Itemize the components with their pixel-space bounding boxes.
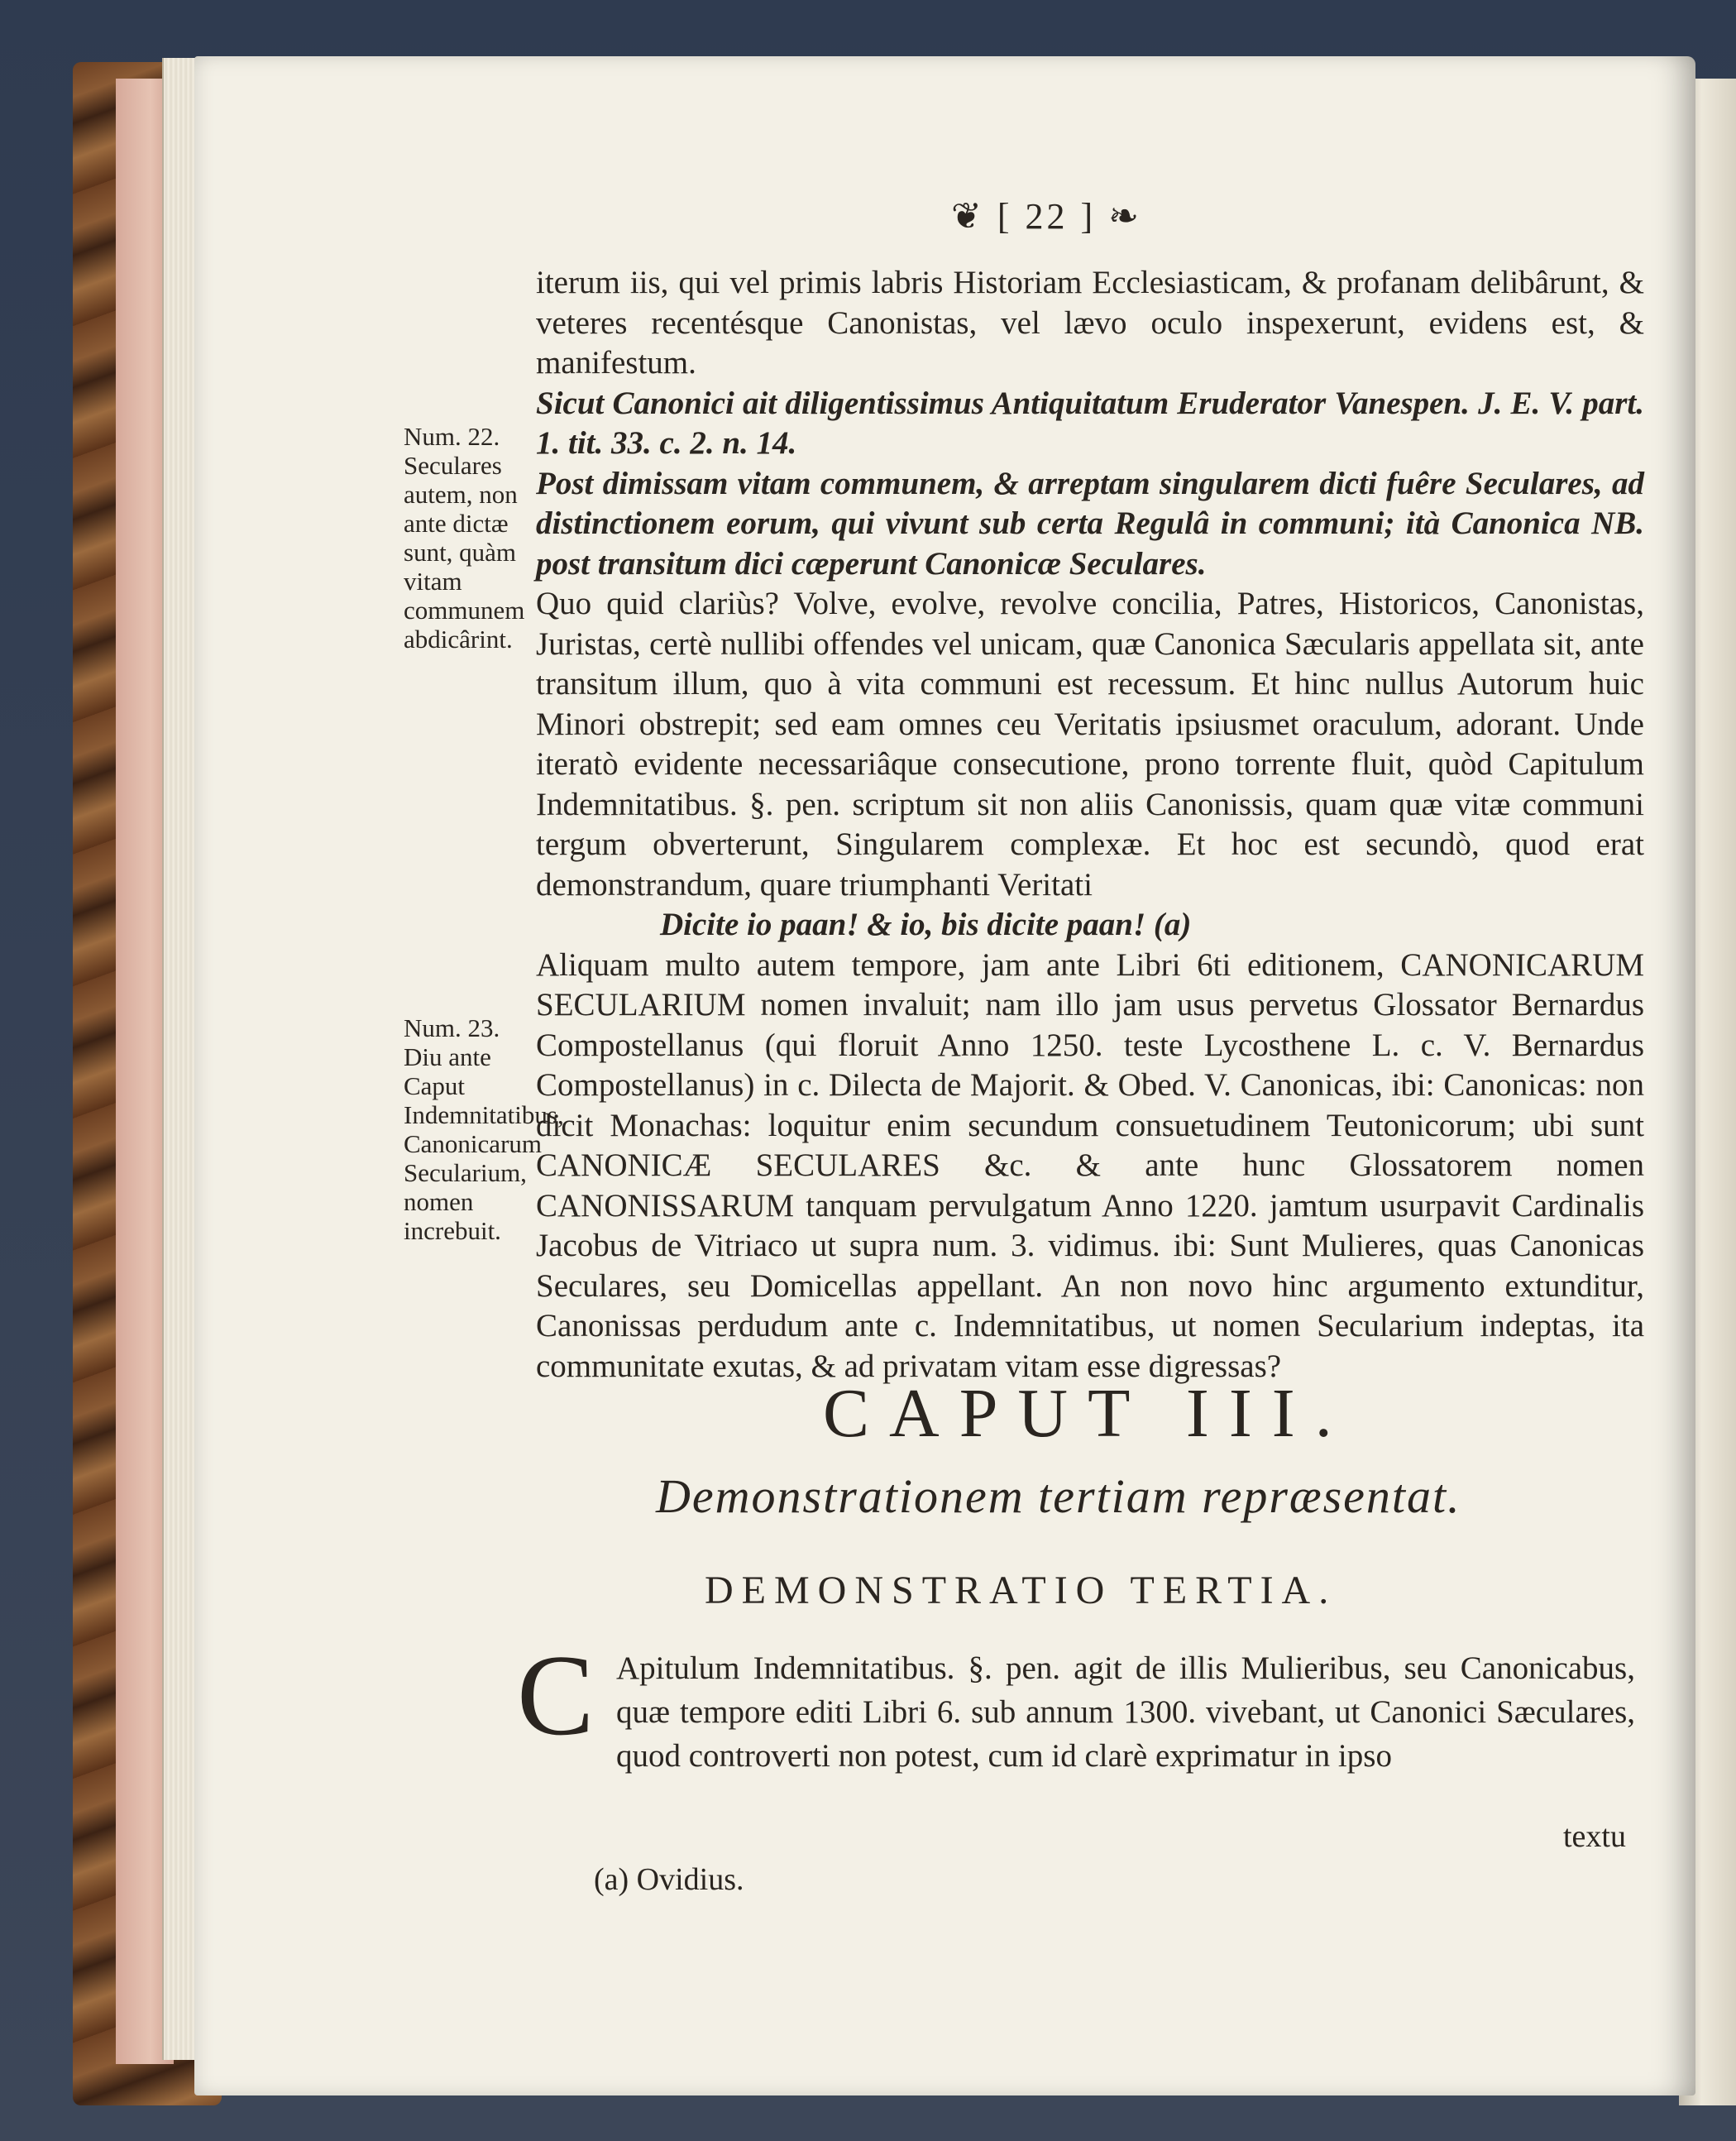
caput-text [616,1646,1635,1778]
verse-line: Dicite io paan! & io, bis dicite paan! (a) [660,907,1192,942]
caput-subtitle: Demonstrationem tertiam repræsentat. [656,1469,1461,1523]
running-head: ❦ [ 22 ] ❧ [951,196,1143,237]
margin-note-num-23: Num. 23. Diu ante Caput Indemnitatibus, Canonicarum Secularium, nomen increbuit. [404,1013,564,1245]
footnote: (a) Ovidius. [594,1862,744,1897]
margin-note-num-22: Num. 22. Seculares autem, non ante dictæ sunt, quàm vitam communem abdicârint. [404,422,525,654]
caput-heading: CAPUT III. [823,1375,1352,1452]
body-text [536,263,1644,1387]
body-paragraph-3: Post dimissam vitam communem, & arreptam singularem dicti fuêre Seculares, ad distinctionem eorum, qui vivunt sub certa Regulâ in communi; ità Canonica NB. post transitum dici cæperunt Canonicæ Seculares. [536,465,1644,582]
body-paragraph-4: Quo quid clariùs? Volve, evolve, revolve concilia, Patres, Historicos, Canonistas, Juristas, certè nullibi offendes vel unicam, quæ Canonica Sæcularis appellata sit, ante transitum illum, quo à vita communi est recessum. Et hinc nullus Autorum huic Minori obstrepit; sed eam omnes ceu Veritatis ipsiusmet oraculum, adorant. Unde iteratò evidente necessariâque consecutione, prono torrente fluit, quòd Capitulum Indemnitatibus. §. pen. scriptum sit non aliis Canonissis, quam quæ vitæ communi tergum obverterunt, Singularem complexæ. Et hoc est secundò, quod erat demonstrandum, quare triumphanti Veritati [536,586,1644,903]
body-paragraph-2: Sicut Canonici ait diligentissimus Antiquitatum Eruderator Vanespen. J. E. V. part. 1. tit. 33. c. 2. n. 14. [536,385,1644,461]
body-paragraph-5: Aliquam multo autem tempore, jam ante Libri 6ti editionem, CANONICARUM SECULARIUM nomen invaluit; nam illo jam usus pervetus Glossator Bernardus Compostellanus (qui floruit Anno 1250. teste Lycosthene L. c. V. Bernardus Compostellanus) in c. Dilecta de Majorit. & Obed. V. Canonicas, ibi: Canonicas: non dicit Monachas: loquitur enim secundum consuetudinem Teutonicorum; ubi sunt CANONICÆ SECULARES &c. & ante hunc Glossatorem nomen CANONISSARUM tanquam pervulgatum Anno 1220. jamtum usurpavit Cardinalis Jacobus de Vitriaco ut supra num. 3. vidimus. ibi: Sunt Mulieres, quas Canonicas Seculares, seu Domicellas appellant. An non novo hinc argumento extunditur, Canonissas perdudum ante c. Indemnitatibus, ut nomen Secularium indeptas, ita communitate exutas, & ad privatam vitam esse digressas? [536,946,1644,1384]
drop-cap: C [517,1631,595,1760]
body-paragraph-1: iterum iis, qui vel primis labris Historiam Ecclesiasticam, & profanam delibârunt, & veteres recentésque Canonistas, vel lævo oculo inspexerunt, evidens est, & manifestum. [536,265,1644,381]
catchword: textu [1563,1819,1626,1854]
caput-paragraph: Apitulum Indemnitatibus. §. pen. agit de illis Mulieribus, seu Canonicabus, quæ tempore editi Libri 6. sub annum 1300. vivebant, ut Canonici Sæculares, quod controverti non potest, cum id clarè exprimatur in ipso [616,1650,1635,1774]
demonstratio-heading: DEMONSTRATIO TERTIA. [705,1569,1337,1612]
